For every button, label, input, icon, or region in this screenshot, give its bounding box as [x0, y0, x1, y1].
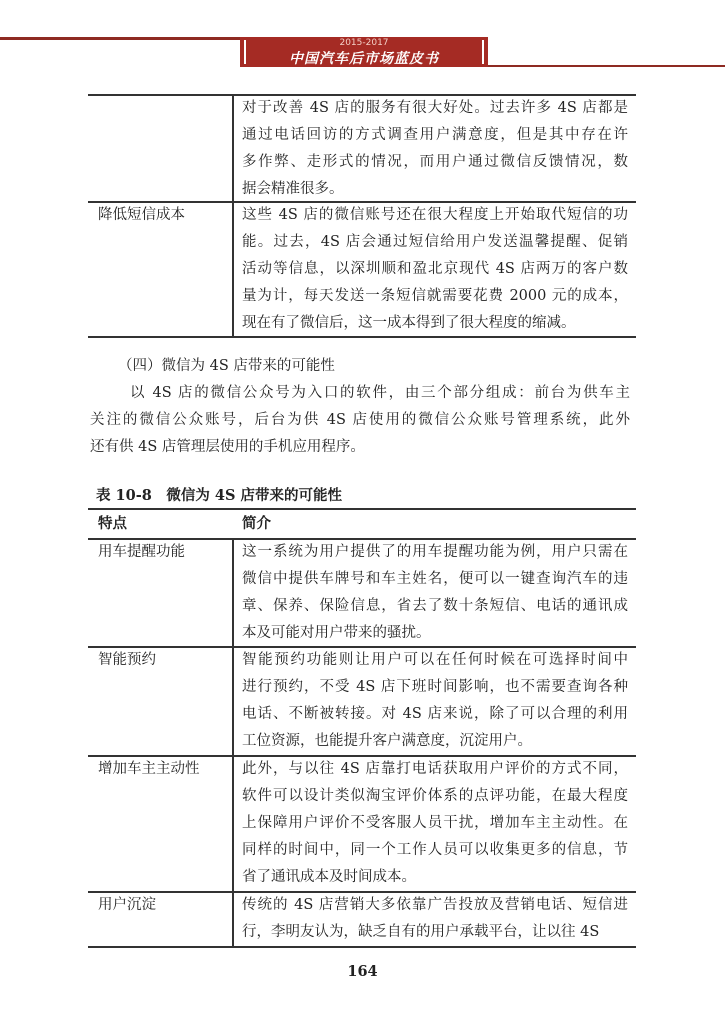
table-cell-feature: 用户沉淀 — [98, 897, 156, 913]
text-line: 以 4S 店的微信公众号为入口的软件，由三个部分组成：前台为供车主 — [130, 385, 630, 401]
table-cell-description — [242, 95, 628, 203]
header-rule-left — [0, 37, 242, 40]
table-cell-feature: 降低短信成本 — [98, 207, 185, 223]
section-heading: （四）微信为 4S 店带来的可能性 — [118, 358, 335, 374]
table-cell-feature: 智能预约 — [98, 652, 156, 668]
table-cell-feature: 增加车主主动性 — [98, 761, 200, 777]
text-line: 多作弊、走形式的情况，而用户通过微信反馈情况，数 — [242, 154, 628, 170]
text-line: 此外，与以往 4S 店靠打电话获取用户评价的方式不同， — [242, 761, 628, 777]
table-rule — [88, 946, 636, 948]
text-line: 活动等信息，以深圳顺和盈北京现代 4S 店两万的客户数 — [242, 261, 628, 277]
text-line: 这一系统为用户提供了的用车提醒功能为例，用户只需在 — [242, 544, 628, 560]
text-line: 行，李明友认为，缺乏自有的用户承载平台，让以往 4S — [242, 924, 600, 940]
table-cell-description — [242, 892, 628, 946]
text-line: 据会精准很多。 — [242, 181, 344, 197]
text-line: 还有供 4S 店管理层使用的手机应用程序。 — [90, 439, 365, 455]
table-header-description: 简介 — [242, 515, 271, 532]
text-line: 现在有了微信后，这一成本得到了很大程度的缩减。 — [242, 315, 576, 331]
header-years: 2015-2017 — [339, 38, 389, 48]
text-line: 量为计，每天发送一条短信就需要花费 2000 元的成本， — [242, 288, 628, 304]
table-caption: 表 10-8 微信为 4S 店带来的可能性 — [96, 487, 342, 504]
header-banner — [240, 37, 488, 67]
text-line: 同样的时间中，同一个工作人员可以收集更多的信息，节 — [242, 842, 628, 858]
text-line: 本及可能对用户带来的骚扰。 — [242, 625, 431, 641]
table-column-divider — [232, 94, 234, 337]
text-line: 进行预约，不受 4S 店下班时间影响，也不需要查询各种 — [242, 679, 628, 695]
text-line: 工位资源，也能提升客户满意度，沉淀用户。 — [242, 733, 532, 749]
header-book-title: 中国汽车后市场蓝皮书 — [289, 51, 439, 67]
table-header-feature: 特点 — [98, 515, 127, 532]
text-line: 对于改善 4S 店的服务有很大好处。过去许多 4S 店都是 — [242, 100, 628, 116]
text-line: 微信中提供车牌号和车主姓名，便可以一键查询汽车的违 — [242, 571, 628, 587]
text-line: 传统的 4S 店营销大多依靠广告投放及营销电话、短信进 — [242, 897, 628, 913]
text-line: 这些 4S 店的微信账号还在很大程度上开始取代短信的功 — [242, 207, 628, 223]
text-line: 章、保养、保险信息，省去了数十条短信、电话的通讯成 — [242, 598, 628, 614]
body-paragraph — [90, 380, 630, 461]
text-line: 上保障用户评价不受客服人员干扰，增加车主主动性。在 — [242, 815, 628, 831]
header-rule-right — [488, 65, 725, 67]
text-line: 能。过去，4S 店会通过短信给用户发送温馨提醒、促销 — [242, 234, 628, 250]
table-cell-description — [242, 202, 628, 337]
page-number: 164 — [347, 963, 378, 980]
table-cell-description — [242, 647, 628, 755]
text-line: 通过电话回访的方式调查用户满意度，但是其中存在许 — [242, 127, 628, 143]
text-line: 智能预约功能则让用户可以在任何时候在可选择时间中 — [242, 652, 628, 668]
table-cell-description — [242, 756, 628, 891]
table-cell-description — [242, 539, 628, 647]
text-line: 电话、不断被转接。对 4S 店来说，除了可以合理的利用 — [242, 706, 628, 722]
text-line: 软件可以设计类似淘宝评价体系的点评功能，在最大程度 — [242, 788, 628, 804]
table-column-divider — [232, 538, 234, 947]
table-rule — [88, 508, 636, 510]
table-cell-feature: 用车提醒功能 — [98, 544, 185, 560]
text-line: 省了通讯成本及时间成本。 — [242, 869, 416, 885]
text-line: 关注的微信公众账号，后台为供 4S 店使用的微信公众账号管理系统，此外 — [90, 412, 630, 428]
